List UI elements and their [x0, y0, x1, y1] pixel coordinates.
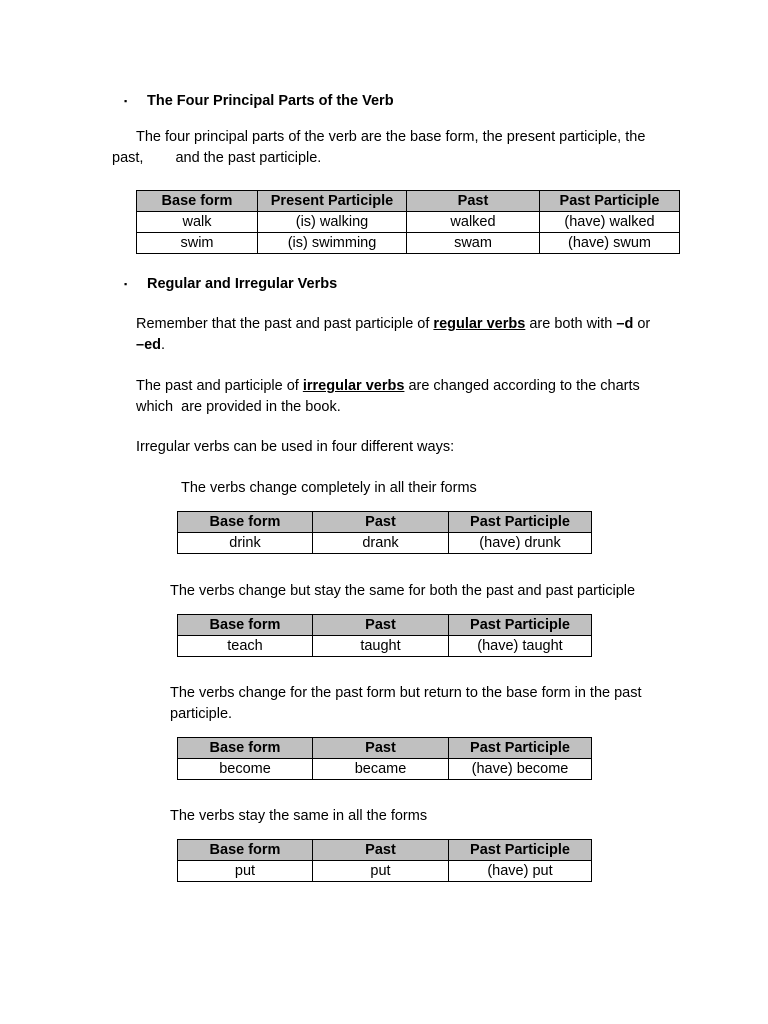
table-cell: swam — [407, 233, 540, 254]
table-cell: put — [313, 861, 449, 882]
table-row — [178, 636, 592, 657]
column-header: Past — [313, 615, 449, 636]
paragraph-line: Irregular verbs can be used in four different ways: — [136, 439, 455, 455]
bullet-icon: ▪ — [124, 279, 128, 289]
suffix-d: –d — [616, 316, 634, 332]
paragraph-line: The four principal parts of the verb are the base form, the present participle, the — [136, 129, 646, 145]
paragraph-line: which are provided in the book. — [136, 399, 341, 415]
table-cell: (have) swum — [540, 233, 680, 254]
table-header-row — [137, 191, 680, 212]
paragraph-text: The past and participle of — [136, 378, 303, 394]
column-header: Past — [313, 738, 449, 759]
verb-table-teach — [177, 614, 592, 657]
column-header: Base form — [137, 191, 258, 212]
column-header: Past Participle — [540, 191, 680, 212]
term-irregular-verbs: irregular verbs — [302, 378, 405, 394]
table-row — [178, 533, 592, 554]
way-description: The verbs change completely in all their forms — [181, 480, 477, 496]
term-regular-verbs: regular verbs — [433, 316, 526, 332]
table-cell: (have) put — [449, 861, 592, 882]
paragraph-text: are changed according to the charts — [404, 378, 640, 394]
column-header: Past Participle — [449, 615, 592, 636]
table-cell: walked — [407, 212, 540, 233]
paragraph-text: are both with — [525, 316, 617, 332]
table-header-row — [178, 840, 592, 861]
table-header-row — [178, 615, 592, 636]
principal-parts-table — [136, 190, 680, 254]
verb-table-become — [177, 737, 592, 780]
column-header: Past — [313, 512, 449, 533]
table-cell: became — [313, 759, 449, 780]
table-header-row — [178, 738, 592, 759]
column-header: Base form — [178, 615, 313, 636]
section-heading-principal-parts: The Four Principal Parts of the Verb — [147, 93, 394, 109]
table-row — [137, 212, 680, 233]
verb-table-put — [177, 839, 592, 882]
way-description: participle. — [170, 706, 233, 722]
table-cell: (have) become — [449, 759, 592, 780]
paragraph-text: Remember that the past and past participle of — [136, 316, 434, 332]
table-header-row — [178, 512, 592, 533]
table-cell: drank — [313, 533, 449, 554]
way-description: The verbs change but stay the same for both the past and past participle — [170, 583, 636, 599]
column-header: Base form — [178, 738, 313, 759]
table-cell: become — [178, 759, 313, 780]
column-header: Past — [313, 840, 449, 861]
table-row — [178, 861, 592, 882]
table-row — [137, 233, 680, 254]
section-heading-regular-irregular: Regular and Irregular Verbs — [147, 276, 338, 292]
paragraph-text: . — [161, 337, 166, 353]
bullet-icon: ▪ — [124, 96, 128, 106]
table-cell: walk — [137, 212, 258, 233]
paragraph-text: past, — [112, 150, 144, 166]
paragraph-text: and the past participle. — [175, 150, 322, 166]
verb-table-drink — [177, 511, 592, 554]
column-header: Base form — [178, 840, 313, 861]
table-cell: teach — [178, 636, 313, 657]
column-header: Past Participle — [449, 738, 592, 759]
table-cell: swim — [137, 233, 258, 254]
way-description: The verbs stay the same in all the forms — [170, 808, 428, 824]
way-description: The verbs change for the past form but return to the base form in the past — [170, 685, 642, 701]
table-cell: (is) walking — [258, 212, 407, 233]
table-cell: (have) drunk — [449, 533, 592, 554]
table-cell: (have) taught — [449, 636, 592, 657]
column-header: Past — [407, 191, 540, 212]
paragraph-line — [112, 148, 321, 169]
paragraph-line — [136, 335, 165, 356]
column-header: Base form — [178, 512, 313, 533]
paragraph-line — [136, 314, 650, 335]
table-cell: (is) swimming — [258, 233, 407, 254]
table-cell: drink — [178, 533, 313, 554]
paragraph-line — [136, 376, 640, 397]
paragraph-text: or — [633, 316, 651, 332]
column-header: Present Participle — [258, 191, 407, 212]
suffix-ed: –ed — [136, 337, 161, 353]
column-header: Past Participle — [449, 840, 592, 861]
table-cell: taught — [313, 636, 449, 657]
column-header: Past Participle — [449, 512, 592, 533]
table-cell: (have) walked — [540, 212, 680, 233]
table-cell: put — [178, 861, 313, 882]
table-row — [178, 759, 592, 780]
